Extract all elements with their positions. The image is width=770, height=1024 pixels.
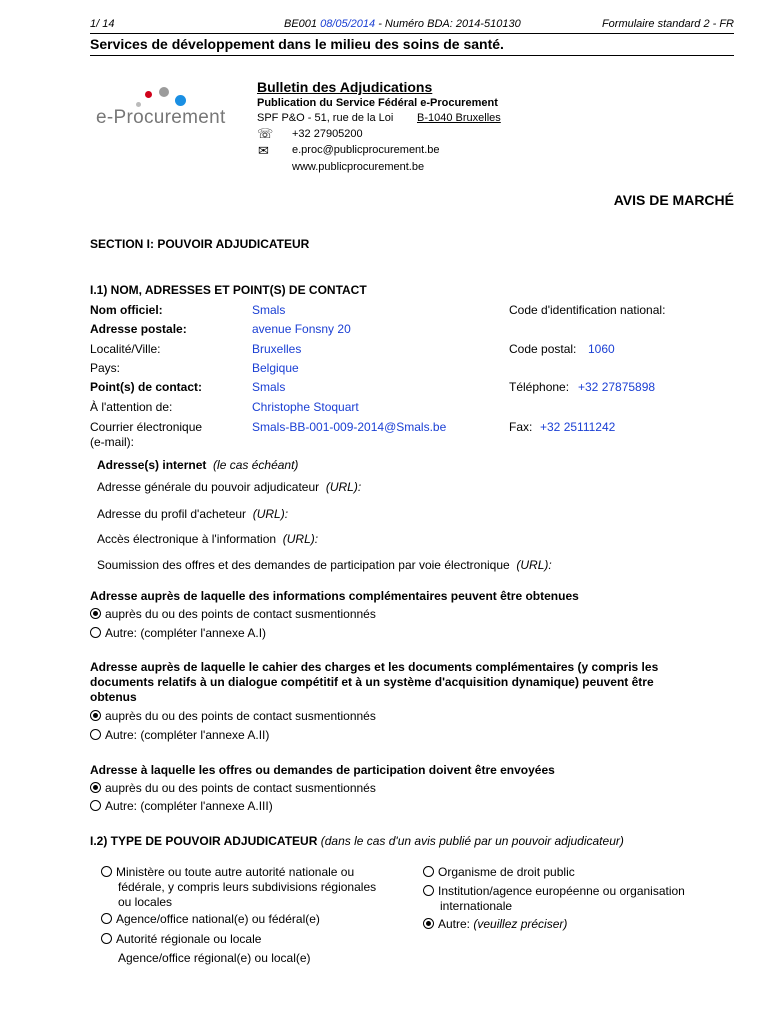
courrier-label-2: (e-mail): [90,435,134,449]
attention-value: Christophe Stoquart [252,400,359,414]
header-divider [90,33,734,34]
internet-heading [97,458,298,472]
bulletin-website[interactable]: www.publicprocurement.be [292,161,425,173]
code-postal-label: Code postal: [509,342,577,356]
url-profil-label: Adresse du profil d'acheteur [97,507,247,521]
nom-value: Smals [252,303,286,317]
cahier-heading-line1: Adresse auprès de laquelle le cahier des charges et les documents complémentaires (y compris les [90,660,659,674]
radio-empty-icon[interactable] [101,933,112,944]
type-ministere-line3: ou locales [118,895,173,909]
i2-heading-note: (dans le cas d'un avis publié par un pouvoir adjudicateur) [320,834,624,848]
radio-empty-icon[interactable] [90,627,101,638]
type-agence-regionale-label: Agence/office régional(e) ou local(e) [118,951,311,965]
courrier-label: Courrier électronique [90,420,203,434]
bulletin-address: SPF P&O - 51, rue de la Loi [257,112,394,124]
url-marker: (URL): [252,507,289,521]
type-agence-nationale[interactable] [101,912,320,926]
cahier-option-contact-label: auprès du ou des points de contact susmentionnés [105,709,376,723]
notice-type: AVIS DE MARCHÉ [613,192,734,208]
courrier-value[interactable]: Smals-BB-001-009-2014@Smals.be [252,420,447,434]
section-heading: SECTION I: POUVOIR ADJUDICATEUR [90,237,310,251]
bulletin-phone: +32 27905200 [292,128,363,140]
pays-value: Belgique [252,361,299,375]
offres-heading: Adresse à laquelle les offres ou demandes de participation doivent être envoyées [90,763,555,777]
logo-dot-red [145,91,152,98]
cahier-option-contact[interactable] [90,709,376,723]
localite-label: Localité/Ville: [90,342,161,356]
cahier-option-autre[interactable] [90,728,269,742]
radio-empty-icon[interactable] [423,866,434,877]
adresse-label: Adresse postale: [90,322,187,336]
type-organisme-public-label: Organisme de droit public [438,865,575,879]
title-divider [90,55,734,56]
cahier-option-autre-label: Autre: (compléter l'annexe A.II) [105,728,270,742]
type-institution-europeenne-label: Institution/agence européenne ou organisation [438,884,685,898]
point-contact-label: Point(s) de contact: [90,380,203,394]
logo-dot-blue [175,95,186,106]
telephone-icon: ☏ [257,126,274,141]
notice-title: Services de développement dans le milieu des soins de santé. [90,36,504,52]
fax-label: Fax: [509,420,533,434]
type-institution-europeenne[interactable] [423,884,685,898]
logo-dot-grey [159,87,169,97]
logo-text: e-Procurement [96,107,226,128]
radio-selected-icon[interactable] [90,782,101,793]
url-general [97,480,361,494]
page-number: 1/ 14 [90,18,115,30]
url-acces-label: Accès électronique à l'information [97,532,277,546]
radio-selected-icon[interactable] [90,710,101,721]
pays-label: Pays: [90,361,121,375]
url-soumission-label: Soumission des offres et des demandes de participation par voie électronique [97,558,510,572]
type-ministere[interactable] [101,865,354,879]
offres-option-autre-label: Autre: (compléter l'annexe A.III) [105,799,273,813]
compl-option-contact-label: auprès du ou des points de contact susmentionnés [105,607,376,621]
cahier-heading-line3: obtenus [90,690,137,704]
bulletin-subtitle: Publication du Service Fédéral e-Procurement [257,97,498,109]
url-marker: (URL): [282,532,319,546]
fax-value: +32 25111242 [540,420,616,434]
type-autre-note: (veuillez préciser) [473,917,568,931]
internet-heading-text: Adresse(s) internet [97,458,207,472]
type-agence-nationale-label: Agence/office national(e) ou fédéral(e) [116,912,320,926]
url-general-label: Adresse générale du pouvoir adjudicateur [97,480,320,494]
envelope-icon: ✉ [258,143,269,158]
code-id-label: Code d'identification national: [509,303,666,317]
radio-selected-icon[interactable] [423,918,434,929]
localite-value: Bruxelles [252,342,302,356]
compl-option-contact[interactable] [90,607,376,621]
compl-heading: Adresse auprès de laquelle des informations complémentaires peuvent être obtenues [90,589,579,603]
bulletin-postal: B-1040 Bruxelles [417,112,501,124]
i2-heading-text: I.2) TYPE DE POUVOIR ADJUDICATEUR [90,834,318,848]
radio-empty-icon[interactable] [90,729,101,740]
type-ministere-label: Ministère ou toute autre autorité nationale ou [116,865,355,879]
radio-selected-icon[interactable] [90,608,101,619]
type-institution-europeenne-line2: internationale [440,899,513,913]
url-marker: (URL): [516,558,552,572]
bulletin-email[interactable]: e.proc@publicprocurement.be [292,144,440,156]
i1-heading: I.1) NOM, ADRESSES ET POINT(S) DE CONTACT [90,283,367,297]
reference-suffix: - Numéro BDA: 2014-510130 [375,18,521,30]
type-autre[interactable] [423,917,567,931]
reference-prefix: BE001 [284,18,318,30]
telephone-label: Téléphone: [509,380,570,394]
offres-option-contact-label: auprès du ou des points de contact susmentionnés [105,781,376,795]
url-marker: (URL): [325,480,362,494]
attention-label: À l'attention de: [90,400,173,414]
type-ministere-line2: fédérale, y compris leurs subdivisions régionales [118,880,377,894]
type-autre-label: Autre: [438,917,471,931]
code-postal-value: 1060 [588,342,615,356]
form-type: Formulaire standard 2 - FR [601,18,734,30]
reference [284,18,521,30]
point-contact-value: Smals [252,380,286,394]
bulletin-title: Bulletin des Adjudications [257,79,433,95]
i2-heading [90,834,624,848]
radio-empty-icon[interactable] [90,800,101,811]
cahier-heading-line2: documents relatifs à un dialogue compétitif et à un système d'acquisition dynamique) peuvent être [90,675,654,689]
telephone-value: +32 27875898 [578,380,656,394]
adresse-value: avenue Fonsny 20 [252,322,351,336]
reference-date: 08/05/2014 [320,18,376,30]
compl-option-autre[interactable] [90,626,266,640]
radio-empty-icon[interactable] [101,866,112,877]
internet-heading-note: (le cas échéant) [213,458,299,472]
url-profil [97,507,288,521]
nom-label: Nom officiel: [90,303,163,317]
url-soumission [97,558,552,572]
radio-empty-icon[interactable] [423,885,434,896]
type-organisme-public[interactable] [423,865,575,879]
url-acces [97,532,318,546]
type-autorite-regionale-label: Autorité régionale ou locale [116,932,262,946]
compl-option-autre-label: Autre: (compléter l'annexe A.I) [105,626,267,640]
offres-option-contact[interactable] [90,781,376,795]
type-autorite-regionale[interactable] [101,932,261,946]
offres-option-autre[interactable] [90,799,273,813]
radio-empty-icon[interactable] [101,913,112,924]
